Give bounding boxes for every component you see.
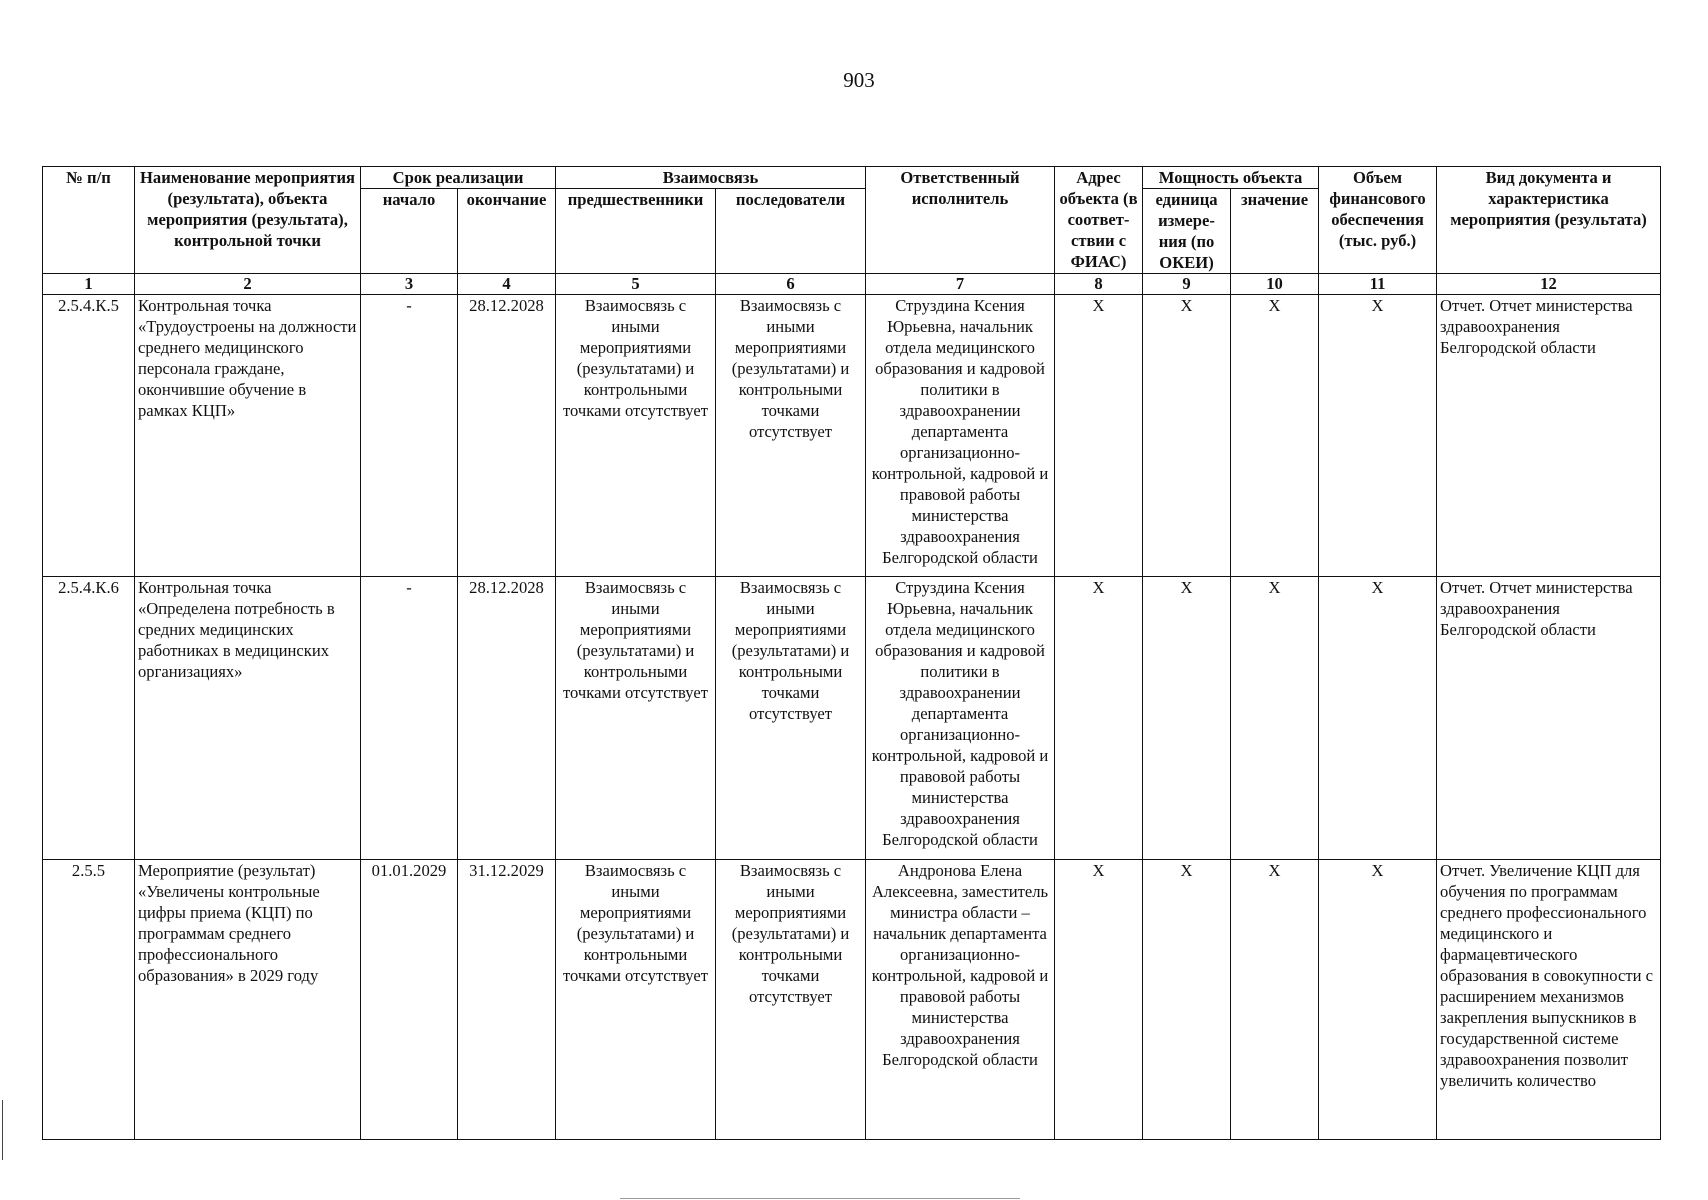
column-number: 8: [1055, 274, 1143, 295]
header-finance: Объем финансового обеспечения (тыс. руб.): [1319, 167, 1437, 274]
row-value: X: [1231, 577, 1319, 859]
column-number: 1: [43, 274, 135, 295]
row-successors: Взаимосвязь с иными мероприятиями (результатами) и контрольными точками отсутствует: [716, 295, 866, 577]
page-number: 903: [843, 68, 875, 92]
column-number: 4: [458, 274, 556, 295]
scan-artifact-line: [2, 1100, 3, 1160]
row-num: 2.5.4.К.6: [43, 577, 135, 859]
column-number: 2: [135, 274, 361, 295]
row-unit: X: [1143, 577, 1231, 859]
table-row: [43, 577, 1661, 859]
column-number: 9: [1143, 274, 1231, 295]
header-link: Взаимосвязь: [556, 167, 866, 189]
row-responsible: Андронова Елена Алексеевна, заместитель министра области – начальник департамента организационно-контрольной, кадровой и правовой работы министерства здравоохранения Белгородской области: [866, 859, 1055, 1139]
row-finance: X: [1319, 295, 1437, 577]
row-value: X: [1231, 859, 1319, 1139]
row-name: Мероприятие (результат) «Увеличены контрольные цифры приема (КЦП) по программам среднего профессионального образования» в 2029 году: [135, 859, 361, 1139]
column-number: 10: [1231, 274, 1319, 295]
header-capacity: Мощность объекта: [1143, 167, 1319, 189]
row-finance: X: [1319, 859, 1437, 1139]
column-number-row: [43, 274, 1661, 295]
header-end: окончание: [458, 189, 556, 274]
header-name: Наименование мероприятия (результата), объекта мероприятия (результата), контрольной точки: [135, 167, 361, 274]
row-name: Контрольная точка «Определена потребность в средних медицинских работниках в медицинских организациях»: [135, 577, 361, 859]
row-end: 28.12.2028: [458, 577, 556, 859]
column-number: 12: [1437, 274, 1661, 295]
table-row: [43, 295, 1661, 577]
row-num: 2.5.5: [43, 859, 135, 1139]
column-number: 3: [361, 274, 458, 295]
row-successors: Взаимосвязь с иными мероприятиями (результатами) и контрольными точками отсутствует: [716, 859, 866, 1139]
row-predecessors: Взаимосвязь с иными мероприятиями (результатами) и контрольными точками отсутствует: [556, 577, 716, 859]
row-address: X: [1055, 859, 1143, 1139]
header-doc: Вид документа и характеристика мероприятия (результата): [1437, 167, 1661, 274]
header-unit: единица измере- ния (по ОКЕИ): [1143, 189, 1231, 274]
row-end: 28.12.2028: [458, 295, 556, 577]
column-number: 7: [866, 274, 1055, 295]
row-responsible: Струздина Ксения Юрьевна, начальник отдела медицинского образования и кадровой политики в здравоохранении департамента организационно-контрольной, кадровой и правовой работы министерства здравоохранения Белгородской области: [866, 577, 1055, 859]
row-responsible: Струздина Ксения Юрьевна, начальник отдела медицинского образования и кадровой политики в здравоохранении департамента организационно-контрольной, кадровой и правовой работы министерства здравоохранения Белгородской области: [866, 295, 1055, 577]
row-start: 01.01.2029: [361, 859, 458, 1139]
header-predecessors: предшественники: [556, 189, 716, 274]
header-responsible: Ответственный исполнитель: [866, 167, 1055, 274]
row-end: 31.12.2029: [458, 859, 556, 1139]
row-address: X: [1055, 295, 1143, 577]
row-successors: Взаимосвязь с иными мероприятиями (результатами) и контрольными точками отсутствует: [716, 577, 866, 859]
row-doc: Отчет. Отчет министерства здравоохранения Белгородской области: [1437, 577, 1661, 859]
header-successors: последователи: [716, 189, 866, 274]
column-number: 5: [556, 274, 716, 295]
scan-artifact-line: [620, 1198, 1020, 1199]
column-number: 11: [1319, 274, 1437, 295]
row-doc: Отчет. Увеличение КЦП для обучения по программам среднего профессионального медицинского и фармацевтического образования в совокупности с расширением механизмов закрепления выпускников в государственной системе здравоохранения позволит увеличить количество: [1437, 859, 1661, 1139]
row-address: X: [1055, 577, 1143, 859]
header-num: № п/п: [43, 167, 135, 274]
row-start: -: [361, 577, 458, 859]
row-finance: X: [1319, 577, 1437, 859]
row-predecessors: Взаимосвязь с иными мероприятиями (результатами) и контрольными точками отсутствует: [556, 859, 716, 1139]
row-unit: X: [1143, 295, 1231, 577]
row-doc: Отчет. Отчет министерства здравоохранения Белгородской области: [1437, 295, 1661, 577]
header-value: значение: [1231, 189, 1319, 274]
row-name: Контрольная точка «Трудоустроены на должности среднего медицинского персонала граждане, окончившие обучение в рамках КЦП»: [135, 295, 361, 577]
header-row-1: [43, 167, 1661, 189]
row-unit: X: [1143, 859, 1231, 1139]
row-predecessors: Взаимосвязь с иными мероприятиями (результатами) и контрольными точками отсутствует: [556, 295, 716, 577]
implementation-plan-table: [42, 166, 1661, 1140]
header-start: начало: [361, 189, 458, 274]
header-address: Адрес объекта (в соответ- ствии с ФИАС): [1055, 167, 1143, 274]
row-value: X: [1231, 295, 1319, 577]
row-num: 2.5.4.К.5: [43, 295, 135, 577]
row-start: -: [361, 295, 458, 577]
table-row: [43, 859, 1661, 1139]
column-number: 6: [716, 274, 866, 295]
header-term: Срок реализации: [361, 167, 556, 189]
